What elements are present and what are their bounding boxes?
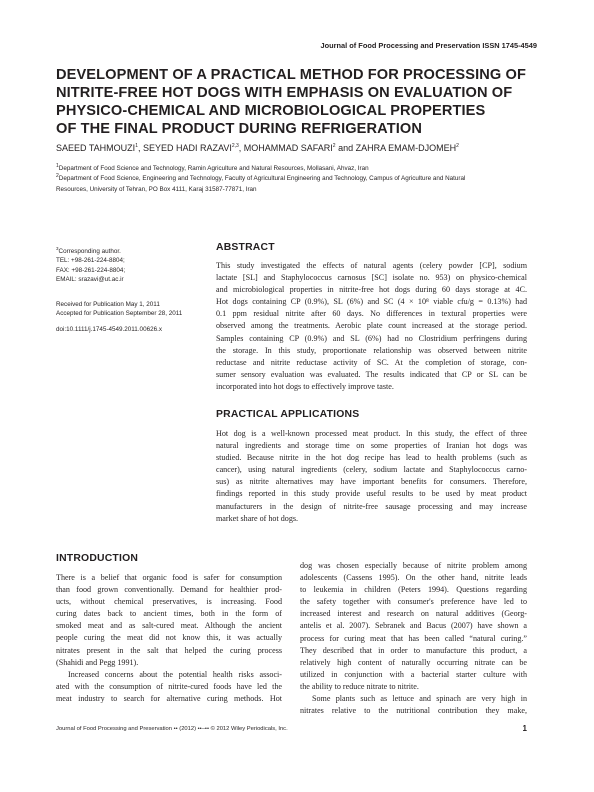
affiliation-2	[56, 171, 465, 195]
intro-line: Some plants such as lettuce and spinach are very high in	[312, 694, 527, 704]
affil-text: Resources, University of Tehran, PO Box 4111, Karaj 31587-77871, Iran	[56, 185, 257, 193]
author-affil-marker: 2	[456, 143, 459, 149]
intro-line: relatively high content of naturally occurring nitrate can be	[300, 657, 527, 667]
intro-line: There is a belief that organic food is safer for consumption	[56, 573, 282, 582]
author-name: , MOHAMMAD SAFARI	[238, 143, 333, 153]
affil-marker: 2	[56, 173, 59, 179]
intro-line: smoked meat and as salt-cured meat. Although the ancient	[56, 621, 282, 631]
abstract-line: observed among the treatments. Aerobic plate count increased at the storage period.	[216, 321, 527, 331]
practical-line: manufacturers in the design of nitrite-free sausage processing and may increase	[216, 501, 527, 511]
journal-header: Journal of Food Processing and Preservation ISSN 1745-4549	[320, 41, 537, 50]
intro-line: dog was chosen especially because of nitrite problem among	[300, 561, 527, 570]
practical-line: Hot dog is a well-known processed meat product. In this study, the effect of three	[216, 429, 527, 438]
footer-citation: Journal of Food Processing and Preservation •• (2012) ••–•• © 2012 Wiley Periodicals, Inc.	[56, 726, 288, 732]
author-list	[56, 143, 459, 153]
intro-line: meat industry to search for alternative curing methods. Hot	[56, 693, 282, 703]
practical-line: cancer), using natural ingredients (celery, sodium lactate and Staphylococcus carno-	[216, 465, 527, 475]
introduction-column-2	[300, 560, 527, 717]
intro-line: (Shahidi and Pegg 1991).	[56, 657, 139, 667]
received-date: Received for Publication May 1, 2011	[56, 300, 160, 308]
intro-line: to leukemia in children (Peters 1994). Questions regarding	[300, 585, 527, 595]
intro-line: process for curing meat that has been called “natural curing.”	[300, 633, 527, 643]
email-line: EMAIL: srazavi@ut.ac.ir	[56, 275, 124, 283]
tel-line: TEL: +98-261-224-8804;	[56, 257, 125, 265]
intro-line: the ability to reduce nitrate to nitrite.	[300, 681, 419, 691]
abstract-line: and microbiological properties in nitrite-free hot dogs during 60 days storage at 4C.	[216, 285, 527, 295]
intro-line: curing dates back to ancient times, both in the form of	[56, 609, 282, 619]
author-affil-marker: 2,3	[231, 143, 239, 149]
abstract-line: Samples containing CP (0.9%) and SL (6%) had no Clostridium perfringens during	[216, 333, 527, 343]
affil-text: Department of Food Science, Engineering and Technology, Faculty of Agricultural Engineering and Technology, Campus of Agriculture and Natural	[58, 175, 466, 183]
intro-line: They described that in order to manufacture this product, a	[300, 645, 527, 655]
abstract-line: lactate [SL] and Staphylococcus carnosus [SC] isolate no. 953) on physico-chemical	[216, 273, 527, 283]
intro-line: than food grown conventionally. Demand for healthier prod-	[56, 585, 282, 595]
practical-line: sus) as nitrite alternatives may have important benefits for consumers. Therefore,	[216, 477, 527, 487]
article-sidebar	[56, 244, 182, 335]
fax-line: FAX: +98-261-224-8804;	[56, 266, 126, 274]
page-number: 1	[522, 724, 527, 733]
practical-applications-body	[216, 428, 527, 525]
intro-line: increased interest and research on natural additives (Georg-	[300, 609, 527, 619]
abstract-body	[216, 260, 527, 393]
corresponding-author-label: Corresponding author.	[58, 248, 121, 256]
article-title	[56, 66, 546, 138]
corr-marker: 3	[56, 246, 59, 251]
abstract-line: sumer sensory evaluation was evaluated. The results indicated that CP or SL can be	[216, 369, 527, 379]
author-name: and ZAHRA EMAM-DJOMEH	[335, 143, 457, 153]
title-line: OF THE FINAL PRODUCT DURING REFRIGERATION	[56, 121, 422, 137]
intro-line: nitrates present in the salt that helped the curing process	[56, 645, 282, 655]
abstract-line: 0.1 ppm residual nitrite after 60 days. No differences in textural properties were	[216, 309, 527, 319]
abstract-line: This study investigated the effects of natural agents (celery powder [CP], sodium	[216, 261, 527, 270]
practical-line: market share of hot dogs.	[216, 513, 299, 523]
introduction-heading: INTRODUCTION	[56, 553, 139, 564]
author-name: , SEYED HADI RAZAVI	[137, 143, 232, 153]
author-name: SAEED TAHMOUZI	[56, 143, 136, 153]
abstract-heading: ABSTRACT	[216, 242, 275, 253]
practical-line: findings reported in this study provide useful results to be used by meat product	[216, 489, 527, 499]
abstract-line: the storage. In this study, proportionate relationship was observed between nitrite	[216, 345, 527, 355]
intro-line: nitrates relative to the nutritional contribution they make,	[300, 706, 527, 716]
intro-line: Increased concerns about the potential health risks associ-	[68, 669, 282, 679]
intro-line: adolescents (Cassens 1995). On the other hand, nitrite leads	[300, 573, 527, 583]
abstract-line: reductase and nitrite reductase activity of SC. At the completion of storage, con-	[216, 357, 527, 367]
author-affil-marker: 1	[135, 143, 138, 149]
practical-line: studied. Because nitrite in the hot dog recipe has lead to health problems (such as	[216, 453, 527, 463]
intro-line: people curing the meat did not know this, it was actually	[56, 633, 282, 643]
abstract-line: incorporated into hot dogs to effectively improve taste.	[216, 381, 394, 391]
title-line: NITRITE-FREE HOT DOGS WITH EMPHASIS ON EVALUATION OF	[56, 85, 513, 101]
title-line: PHYSICO-CHEMICAL AND MICROBIOLOGICAL PROPERTIES	[56, 103, 486, 119]
accepted-date: Accepted for Publication September 28, 2011	[56, 310, 183, 318]
practical-line: natural ingredients and storage time on some properties of Iranian hot dogs was	[216, 441, 527, 451]
author-affil-marker: 2	[332, 143, 336, 149]
intro-line: antelis et al. 2007). Sebranek and Bacus (2007) have shown a	[300, 621, 527, 631]
intro-line: the safety together with consumer's preference have led to	[300, 597, 527, 607]
doi[interactable]: doi:10.1111/j.1745-4549.2011.00626.x	[56, 326, 162, 334]
intro-line: ated with the consumption of nitrite-cured foods have led the	[56, 681, 282, 691]
intro-line: utilized in conjunction with a bacterial starter culture with	[300, 669, 527, 679]
affil-marker: 1	[56, 163, 59, 169]
affil-text: Department of Food Science and Technology, Ramin Agriculture and Natural Resources, Mollasani, Ahvaz, Iran	[58, 165, 369, 173]
title-line: DEVELOPMENT OF A PRACTICAL METHOD FOR PROCESSING OF	[56, 67, 526, 83]
introduction-column-1	[56, 572, 282, 705]
abstract-line: Hot dogs containing CP (0.9%), SL (6%) and SC (4 × 10⁸ viable cfu/g = 0.13%) had	[216, 297, 527, 307]
practical-applications-heading: PRACTICAL APPLICATIONS	[216, 409, 360, 420]
intro-line: ucts, without chemical preservatives, is increasing. Food	[56, 597, 282, 607]
